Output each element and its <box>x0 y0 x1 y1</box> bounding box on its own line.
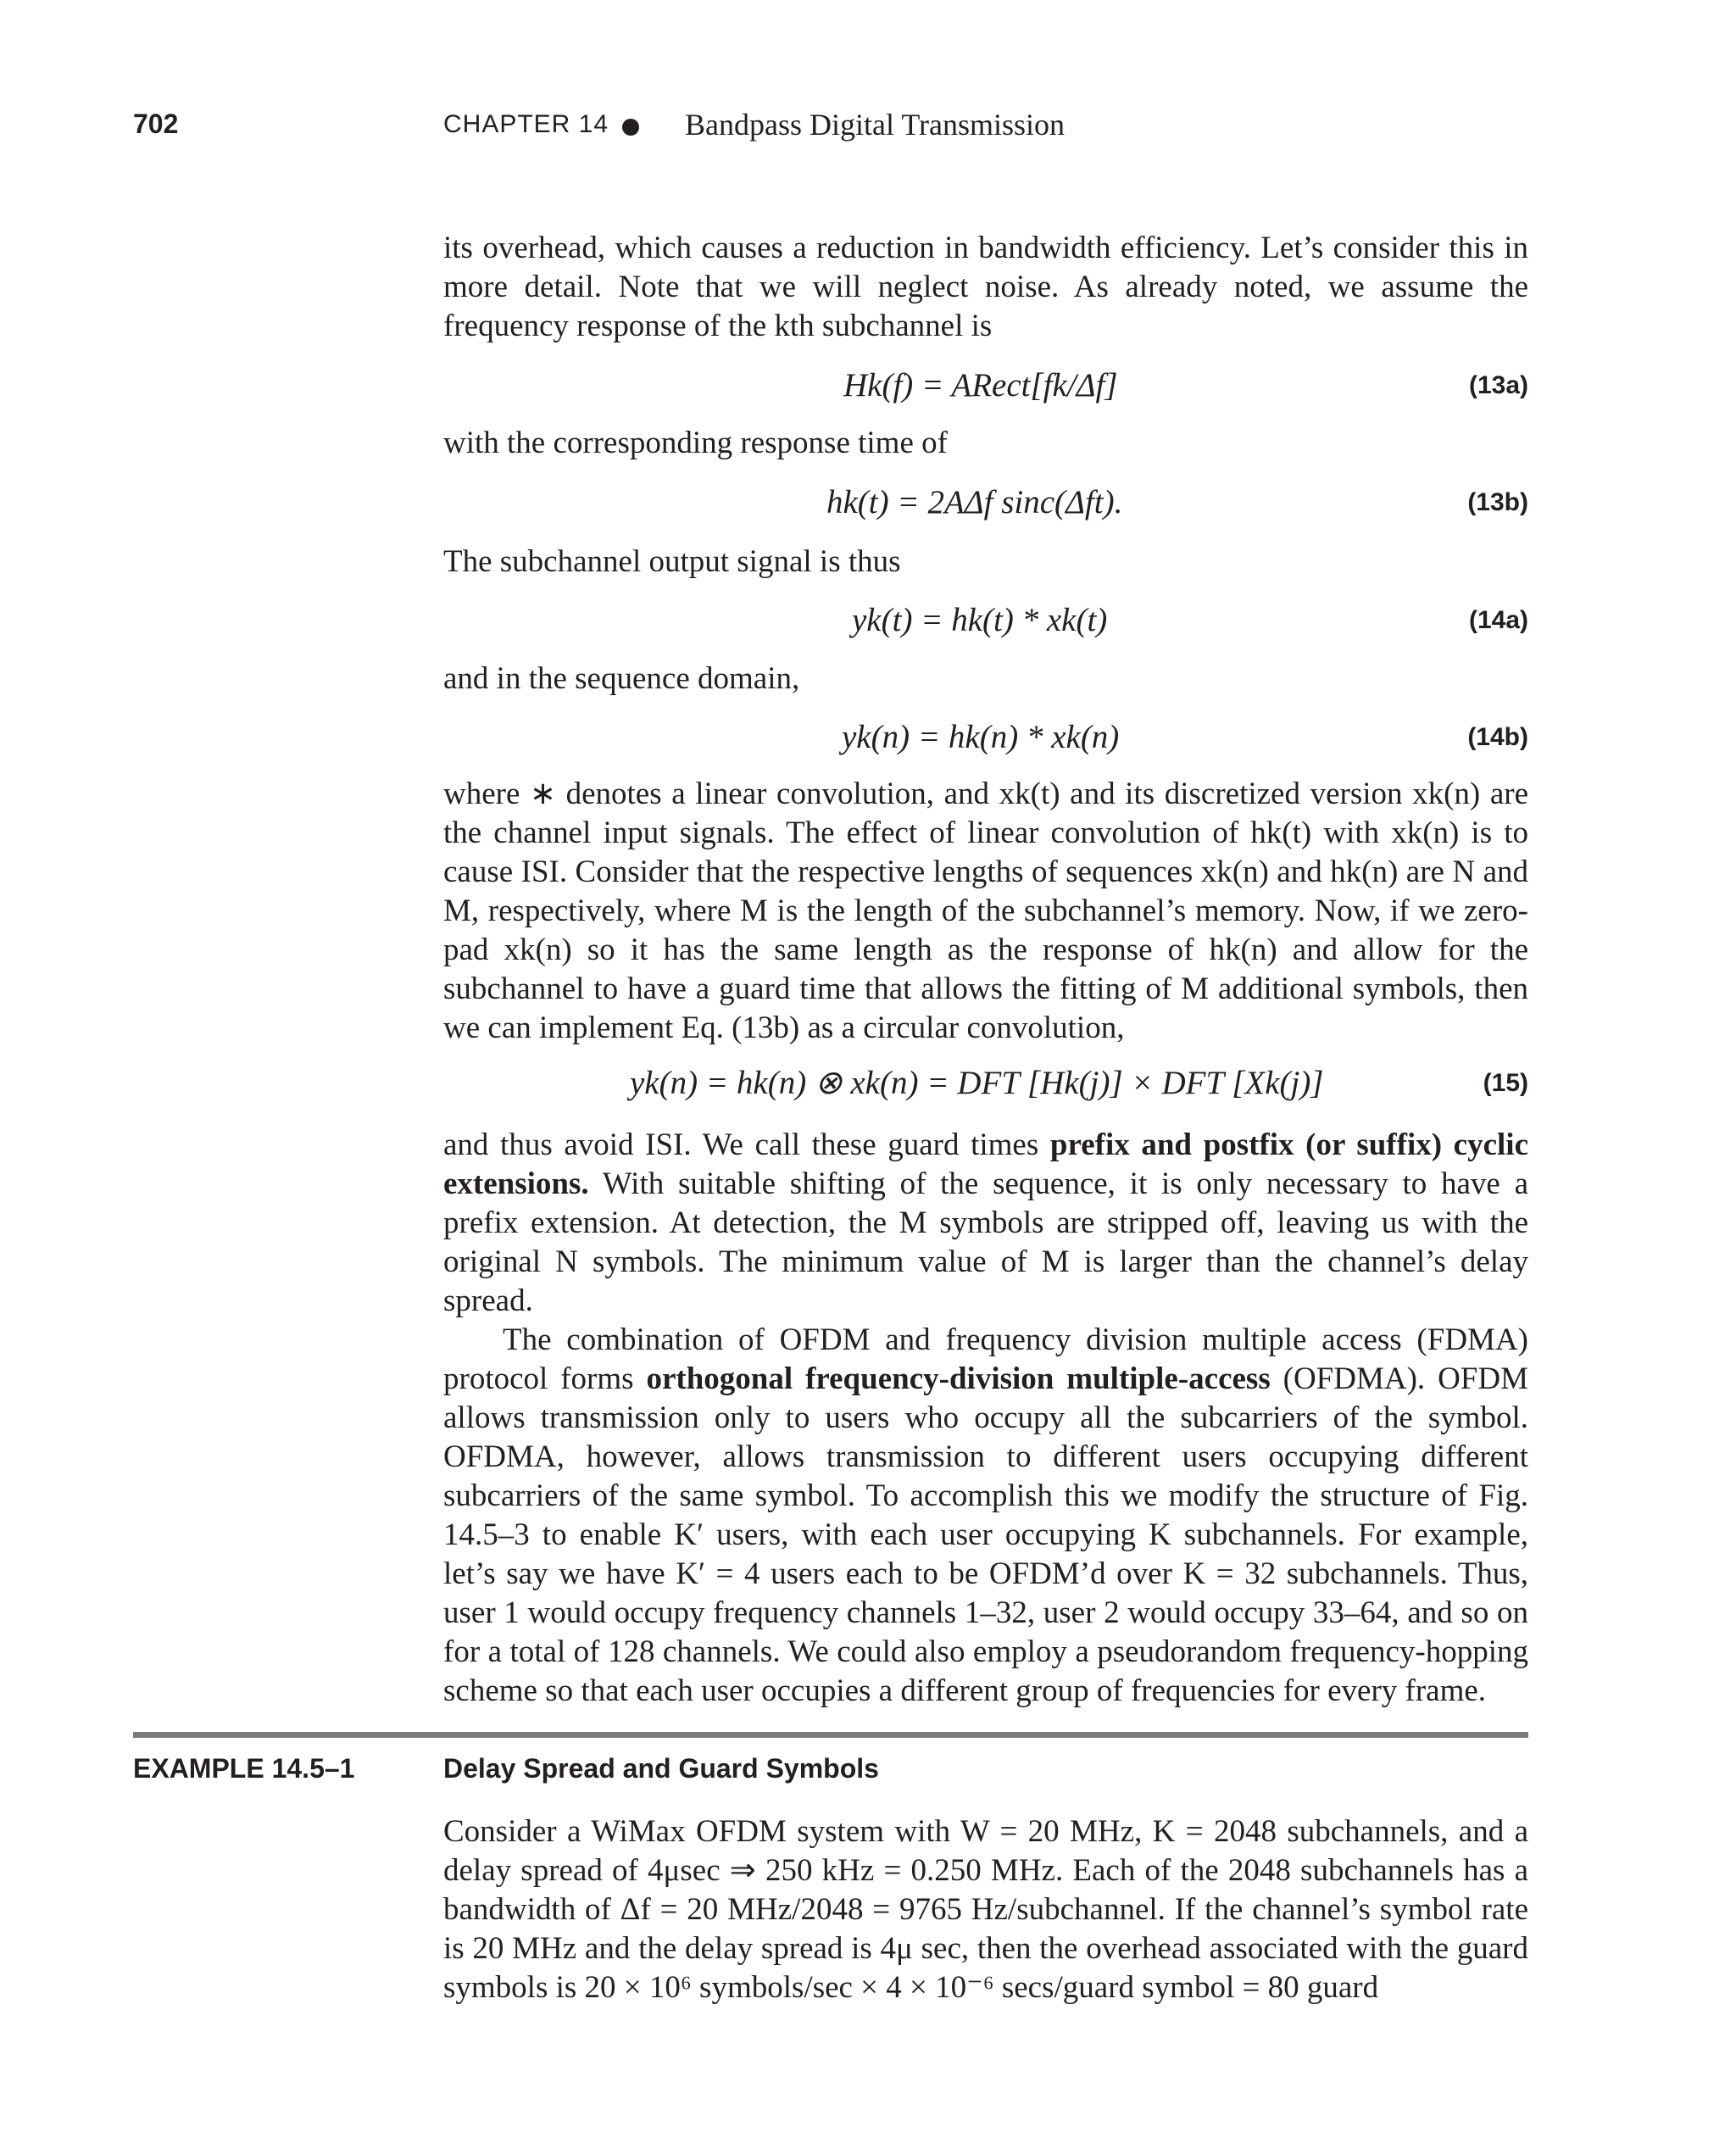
paragraph-ofdma: The combination of OFDM and frequency division multiple access (FDMA) protocol forms orthogonal frequency-division multiple-access (OFDMA). OFDM allows transmission only to users who occupy all the subcarriers of the symbol. OFDMA, however, allows transmission to different users occupying different subcarriers of the same symbol. To accomplish this we modify the structure of Fig. 14.5–3 to enable K′ users, with each user occupying K subchannels. For example, let’s say we have K′ = 4 users each to be OFDM’d over K = 32 subchannels. Thus, user 1 would occupy frequency channels 1–32, user 2 would occupy 33–64, and so on for a total of 128 channels. We could also employ a pseudorandom frequency-hopping scheme so that each user occupies a different group of frequencies for every frame. <box>443 1322 1528 1708</box>
equation-formula: yk(t) = hk(t) * xk(t) <box>852 602 1108 638</box>
example-divider <box>133 1732 1528 1738</box>
equation-number: (13b) <box>1467 488 1528 516</box>
equation-15 <box>443 1062 1528 1105</box>
text-sequence-domain: and in the sequence domain, <box>443 661 800 696</box>
example-body: Consider a WiMax OFDM system with W = 20 MHz, K = 2048 subchannels, and a delay spread of 4μsec ⇒ 250 kHz = 0.250 MHz. Each of the 2048 subchannels has a bandwidth of Δf = 20 MHz/2048 = 9765 Hz/subchannel. If the channel’s symbol rate is 20 MHz and the delay spread is 4μ sec, then the overhead associated with the guard symbols is 20 × 10⁶ symbols/sec × 4 × 10⁻⁶ secs/guard symbol = 80 guard <box>443 1814 1528 2005</box>
page-number: 702 <box>133 109 179 139</box>
equation-number: (15) <box>1483 1069 1528 1097</box>
paragraph-convolution: where ∗ denotes a linear convolution, and xk(t) and its discretized version xk(n) are the channel input signals. The effect of linear convolution of hk(t) with xk(n) is to cause ISI. Consider that the respective lengths of sequences xk(n) and hk(n) are N and M, respectively, where M is the length of the subchannel’s memory. Now, if we zero-pad xk(n) so it has the same length as the response of hk(n) and allow for the subchannel to have a guard time that allows the fitting of M additional symbols, then we can implement Eq. (13b) as a circular convolution, <box>443 777 1528 1045</box>
paragraph-intro: its overhead, which causes a reduction in bandwidth efficiency. Let’s consider this in more detail. Note that we will neglect noise. As already noted, we assume the frequency response of the kth subchannel is <box>443 231 1528 343</box>
equation-14b <box>443 716 1528 759</box>
example-label: EXAMPLE 14.5–1 <box>133 1753 355 1784</box>
equation-formula: yk(n) = hk(n) ⊗ xk(n) = DFT [Hk(j)] × DFT [Xk(j)] <box>630 1065 1324 1101</box>
equation-number: (14b) <box>1467 723 1528 751</box>
equation-13b <box>443 482 1528 524</box>
text-output-signal: The subchannel output signal is thus <box>443 544 901 579</box>
equation-number: (13a) <box>1468 371 1528 399</box>
equation-number: (14a) <box>1468 606 1528 634</box>
paragraph-cyclic-extensions: and thus avoid ISI. We call these guard times prefix and postfix (or suffix) cyclic extensions. With suitable shifting of the sequence, it is only necessary to have a prefix extension. At detection, the M symbols are stripped off, leaving us with the original N symbols. The minimum value of M is larger than the channel’s delay spread. The combination of OFDM and frequency division multiple access (FDMA) protocol forms orthogonal frequency-division multiple-access (OFDMA). OFDM allows transmission only to users who occupy all the subcarriers of the symbol. OFDMA, however, allows transmission to different users occupying different subcarriers of the same symbol. To accomplish this we modify the structure of Fig. 14.5–3 to enable K′ users, with each user occupying K subchannels. For example, let’s say we have K′ = 4 users each to be OFDM’d over K = 32 subchannels. Thus, user 1 would occupy frequency channels 1–32, user 2 would occupy 33–64, and so on for a total of 128 channels. We could also employ a pseudorandom frequency-hopping scheme so that each user occupies a different group of frequencies for every frame. <box>443 1126 1528 1711</box>
bold-term: orthogonal frequency-division multiple-access <box>646 1361 1271 1396</box>
equation-formula: hk(t) = 2AΔf sinc(Δft). <box>826 484 1123 521</box>
bold-term: prefix and postfix (or suffix) cyclic extensions. <box>443 1127 1528 1201</box>
equation-formula: yk(n) = hk(n) * xk(n) <box>842 719 1120 755</box>
equation-14a <box>443 599 1528 642</box>
text-response-time: with the corresponding response time of <box>443 426 948 460</box>
equation-formula: Hk(f) = ARect[fk/Δf] <box>843 367 1118 404</box>
example-title: Delay Spread and Guard Symbols <box>443 1753 879 1784</box>
equation-13a <box>443 365 1528 407</box>
chapter-label: CHAPTER 14 <box>443 110 609 138</box>
bullet-separator <box>622 119 639 136</box>
running-title: Bandpass Digital Transmission <box>685 108 1066 142</box>
